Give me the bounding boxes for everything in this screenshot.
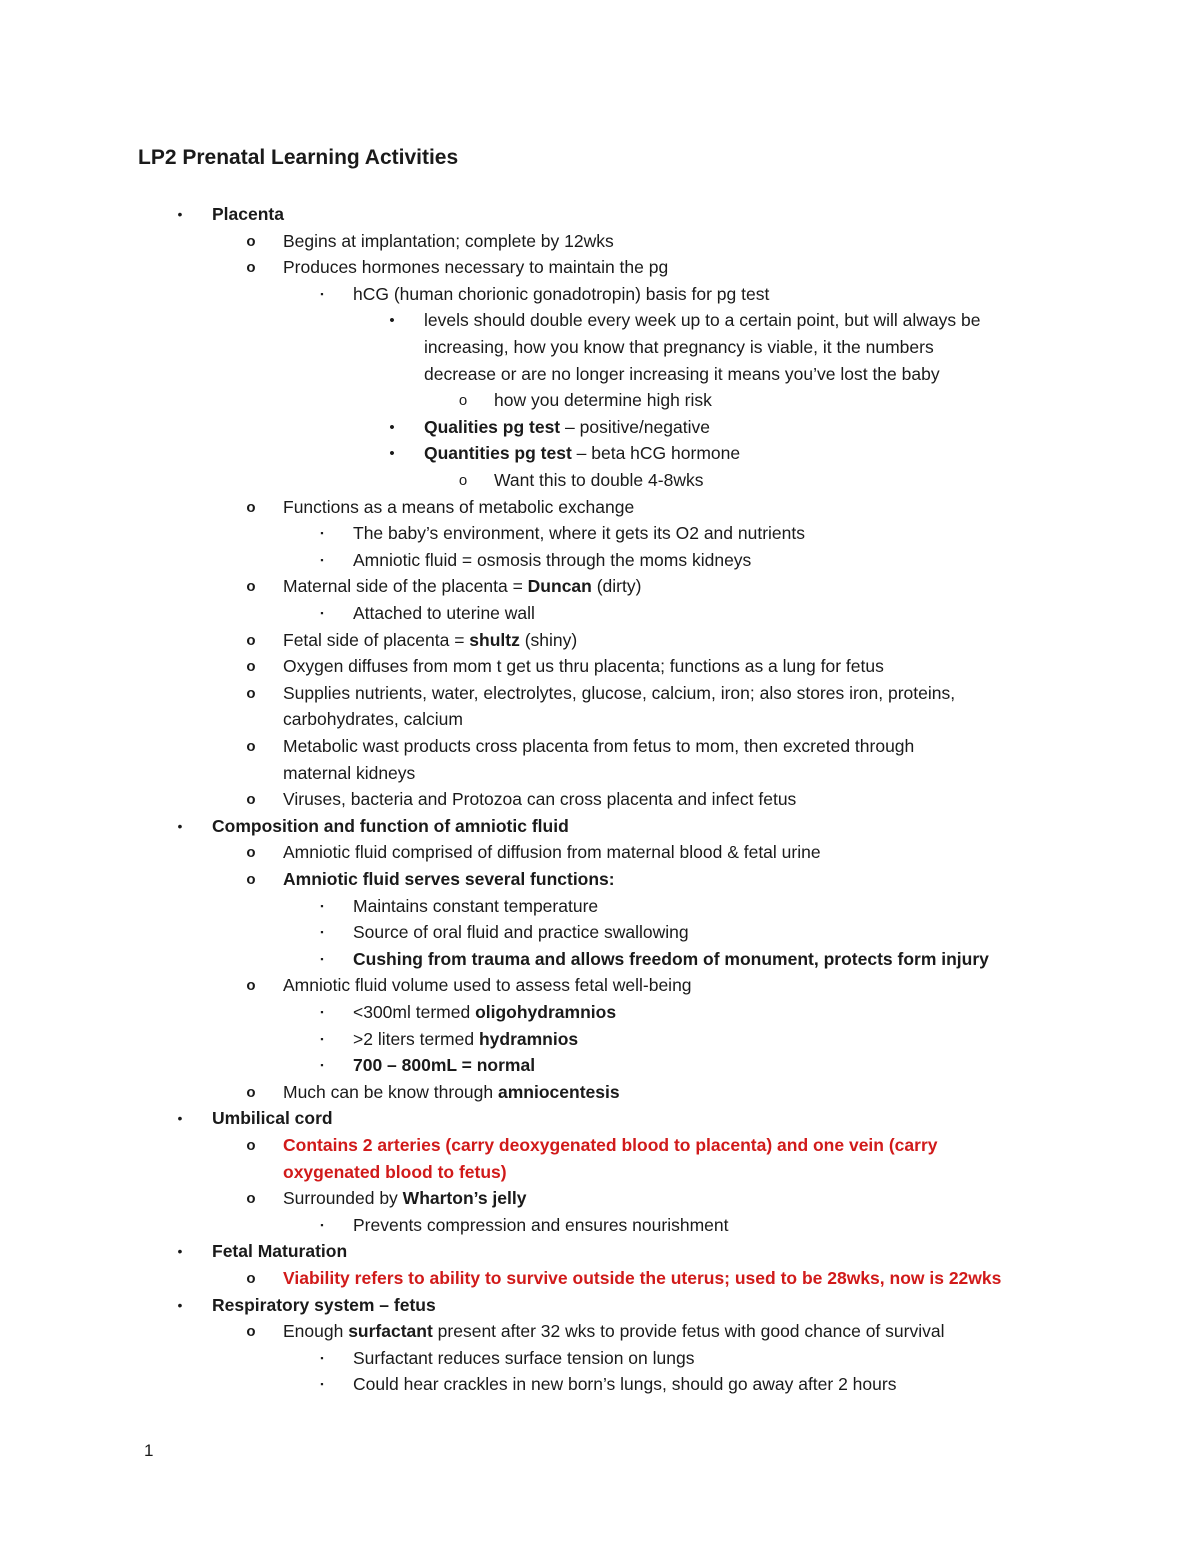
bullet-marker: o bbox=[246, 738, 256, 755]
list-item-text: Composition and function of amniotic fluid bbox=[212, 816, 569, 836]
list-item bbox=[283, 494, 634, 521]
list-item-text: increasing, how you know that pregnancy is viable, it the numbers bbox=[424, 337, 934, 357]
list-item-text: – positive/negative bbox=[560, 417, 710, 437]
list-item bbox=[353, 946, 989, 973]
list-item-text: carbohydrates, calcium bbox=[283, 709, 463, 729]
list-item-text: Contains 2 arteries (carry deoxygenated blood to placenta) and one vein (carry bbox=[283, 1135, 938, 1155]
bullet-marker: o bbox=[246, 844, 256, 861]
list-item-text: how you determine high risk bbox=[494, 390, 712, 410]
list-item-text: Oxygen diffuses from mom t get us thru placenta; functions as a lung for fetus bbox=[283, 656, 884, 676]
list-item-text: Viability refers to ability to survive outside the uterus; used to be 28wks, now is 22wks bbox=[283, 1268, 1002, 1288]
bullet-marker: ▪ bbox=[320, 1007, 324, 1017]
list-item bbox=[283, 254, 668, 281]
list-item bbox=[353, 1026, 578, 1053]
list-item-text: Attached to uterine wall bbox=[353, 603, 535, 623]
bullet-marker: ▪ bbox=[320, 901, 324, 911]
list-item-text: Amniotic fluid = osmosis through the moms kidneys bbox=[353, 550, 752, 570]
list-item-text: Placenta bbox=[212, 204, 284, 224]
document-title: LP2 Prenatal Learning Activities bbox=[138, 146, 459, 169]
bullet-marker: ▪ bbox=[320, 1034, 324, 1044]
list-item-text: Wharton’s jelly bbox=[402, 1188, 527, 1208]
bullet-marker: o bbox=[246, 658, 256, 675]
list-item bbox=[212, 201, 284, 228]
list-item-text: (shiny) bbox=[519, 630, 578, 650]
bullet-marker: o bbox=[246, 632, 256, 649]
list-item bbox=[353, 1212, 728, 1239]
list-item bbox=[353, 281, 769, 308]
list-item bbox=[212, 1105, 333, 1132]
bullet-marker: ▪ bbox=[320, 1060, 324, 1070]
list-item-text: Respiratory system – fetus bbox=[212, 1295, 436, 1315]
list-item bbox=[283, 706, 463, 733]
bullet-marker: o bbox=[246, 685, 256, 702]
list-item-text: Could hear crackles in new born’s lungs, should go away after 2 hours bbox=[353, 1374, 897, 1394]
list-item bbox=[212, 1238, 347, 1265]
bullet-marker: ▪ bbox=[320, 1379, 324, 1389]
bullet-marker: ▪ bbox=[320, 608, 324, 618]
list-item-text: Supplies nutrients, water, electrolytes, glucose, calcium, iron; also stores iron, proteins, bbox=[283, 683, 956, 703]
list-item bbox=[283, 733, 914, 760]
bullet-marker: o bbox=[246, 233, 256, 250]
list-item bbox=[494, 387, 712, 414]
list-item-text: Surrounded by bbox=[283, 1188, 403, 1208]
list-item-text: Maternal side of the placenta = bbox=[283, 576, 528, 596]
list-item bbox=[353, 547, 751, 574]
list-item-text: Fetal side of placenta = bbox=[283, 630, 470, 650]
bullet-marker: o bbox=[246, 1137, 256, 1154]
list-item bbox=[424, 440, 740, 467]
list-item bbox=[212, 1292, 436, 1319]
list-item-text: amniocentesis bbox=[498, 1082, 620, 1102]
bullet-marker: ▪ bbox=[320, 289, 324, 299]
list-item-text: Quantities pg test bbox=[424, 443, 572, 463]
list-item bbox=[283, 680, 955, 707]
list-item-text: Begins at implantation; complete by 12wks bbox=[283, 231, 614, 251]
bullet-marker: o bbox=[246, 871, 256, 888]
bullet-marker: o bbox=[458, 392, 468, 409]
bullet-marker: ▪ bbox=[320, 927, 324, 937]
list-item bbox=[353, 999, 616, 1026]
bullet-marker: ▪ bbox=[320, 1353, 324, 1363]
list-item-text: Enough bbox=[283, 1321, 349, 1341]
bullet-marker: • bbox=[389, 419, 395, 436]
bullet-marker: o bbox=[246, 791, 256, 808]
list-item-text: levels should double every week up to a certain point, but will always be bbox=[424, 310, 981, 330]
list-item bbox=[353, 1052, 535, 1079]
bullet-marker: o bbox=[246, 578, 256, 595]
list-item-text: The baby’s environment, where it gets its O2 and nutrients bbox=[353, 523, 806, 543]
list-item bbox=[283, 839, 821, 866]
list-item-text: oxygenated blood to fetus) bbox=[283, 1162, 507, 1182]
list-item-text: Much can be know through bbox=[283, 1082, 498, 1102]
list-item bbox=[283, 228, 614, 255]
list-item bbox=[283, 1079, 620, 1106]
list-item-text: surfactant bbox=[348, 1321, 433, 1341]
list-item-text: – beta hCG hormone bbox=[571, 443, 741, 463]
bullet-marker: • bbox=[177, 1243, 183, 1259]
list-item-text: 700 – 800mL = normal bbox=[353, 1055, 536, 1075]
list-item bbox=[353, 520, 805, 547]
list-item-text: Want this to double 4-8wks bbox=[494, 470, 704, 490]
bullet-marker: o bbox=[246, 499, 256, 516]
list-item-text: <300ml termed bbox=[353, 1002, 476, 1022]
list-item bbox=[353, 600, 535, 627]
list-item-text: Functions as a means of metabolic exchange bbox=[283, 497, 635, 517]
list-item bbox=[353, 1345, 694, 1372]
list-item-text: Cushing from trauma and allows freedom of monument, protects form injury bbox=[353, 949, 989, 969]
list-item bbox=[283, 866, 615, 893]
list-item bbox=[212, 813, 569, 840]
list-item bbox=[283, 627, 577, 654]
list-item-text: Source of oral fluid and practice swallowing bbox=[353, 922, 689, 942]
list-item-text: Viruses, bacteria and Protozoa can cross placenta and infect fetus bbox=[283, 789, 797, 809]
list-item bbox=[353, 1371, 896, 1398]
list-item bbox=[283, 786, 796, 813]
list-item-text: decrease or are no longer increasing it means you’ve lost the baby bbox=[424, 364, 940, 384]
bullet-marker: o bbox=[246, 259, 256, 276]
list-item-text: Amniotic fluid volume used to assess fetal well-being bbox=[283, 975, 692, 995]
list-item bbox=[424, 334, 934, 361]
bullet-marker: o bbox=[246, 1084, 256, 1101]
list-item bbox=[283, 653, 884, 680]
bullet-marker: • bbox=[177, 1110, 183, 1126]
list-item-text: present after 32 wks to provide fetus with good chance of survival bbox=[432, 1321, 945, 1341]
list-item-text: Amniotic fluid serves several functions: bbox=[283, 869, 615, 889]
bullet-marker: • bbox=[389, 312, 395, 329]
list-item-text: (dirty) bbox=[591, 576, 642, 596]
list-item bbox=[283, 972, 692, 999]
list-item bbox=[424, 307, 980, 334]
list-item-text: Duncan bbox=[527, 576, 592, 596]
list-item-text: Prevents compression and ensures nourishment bbox=[353, 1215, 729, 1235]
bullet-marker: • bbox=[177, 1297, 183, 1313]
list-item bbox=[353, 893, 598, 920]
list-item bbox=[283, 1185, 527, 1212]
list-item-text: Amniotic fluid comprised of diffusion from maternal blood & fetal urine bbox=[283, 842, 821, 862]
list-item bbox=[353, 919, 689, 946]
list-item-text: >2 liters termed bbox=[353, 1029, 479, 1049]
bullet-marker: ▪ bbox=[320, 555, 324, 565]
list-item bbox=[494, 467, 703, 494]
list-item bbox=[283, 573, 641, 600]
bullet-marker: o bbox=[246, 977, 256, 994]
list-item bbox=[424, 414, 710, 441]
bullet-marker: o bbox=[246, 1190, 256, 1207]
list-item-text: hCG (human chorionic gonadotropin) basis for pg test bbox=[353, 284, 770, 304]
list-item-text: oligohydramnios bbox=[475, 1002, 617, 1022]
list-item-text: shultz bbox=[469, 630, 520, 650]
page-number: 1 bbox=[144, 1441, 154, 1460]
bullet-marker: o bbox=[246, 1270, 256, 1287]
bullet-marker: ▪ bbox=[320, 528, 324, 538]
bullet-marker: ▪ bbox=[320, 1220, 324, 1230]
list-item-text: Fetal Maturation bbox=[212, 1241, 348, 1261]
list-item-text: Maintains constant temperature bbox=[353, 896, 599, 916]
list-item-text: Surfactant reduces surface tension on lungs bbox=[353, 1348, 695, 1368]
list-item bbox=[283, 760, 415, 787]
list-item-text: maternal kidneys bbox=[283, 763, 416, 783]
list-item bbox=[283, 1318, 944, 1345]
bullet-marker: • bbox=[177, 818, 183, 834]
bullet-marker: ▪ bbox=[320, 954, 324, 964]
bullet-marker: • bbox=[389, 445, 395, 462]
list-item bbox=[283, 1265, 1001, 1292]
list-item-text: Metabolic wast products cross placenta from fetus to mom, then excreted through bbox=[283, 736, 915, 756]
list-item-text: Produces hormones necessary to maintain the pg bbox=[283, 257, 669, 277]
list-item bbox=[424, 361, 940, 388]
list-item bbox=[283, 1159, 507, 1186]
bullet-marker: • bbox=[177, 206, 183, 222]
list-item-text: Umbilical cord bbox=[212, 1108, 333, 1128]
bullet-marker: o bbox=[246, 1323, 256, 1340]
list-item bbox=[283, 1132, 938, 1159]
list-item-text: hydramnios bbox=[478, 1029, 579, 1049]
bullet-marker: o bbox=[458, 472, 468, 489]
list-item-text: Qualities pg test bbox=[424, 417, 561, 437]
